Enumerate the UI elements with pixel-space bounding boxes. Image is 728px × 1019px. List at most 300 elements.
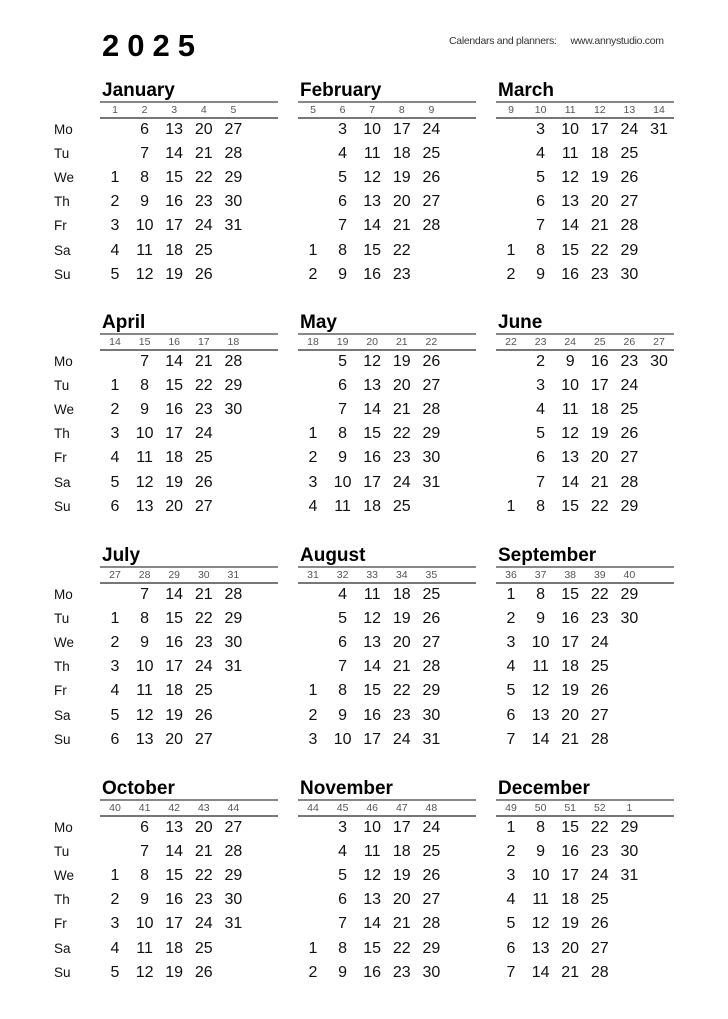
day-cell: 2 — [308, 963, 318, 981]
day-cell: 9 — [140, 193, 150, 211]
day-cell: 9 — [338, 449, 348, 467]
day-cell: 11 — [136, 449, 153, 467]
day-cell: 10 — [531, 867, 550, 885]
day-cell: 14 — [363, 217, 382, 235]
day-cell: 9 — [140, 634, 150, 652]
day-cell: 2 — [110, 401, 120, 419]
week-number: 19 — [336, 336, 349, 348]
day-cell: 11 — [363, 145, 381, 163]
day-cell: 22 — [392, 939, 411, 957]
day-cell: 2 — [308, 265, 318, 283]
day-cell: 12 — [561, 425, 580, 443]
day-cell: 30 — [650, 353, 668, 370]
day-cell: 19 — [561, 915, 580, 933]
day-cell: 2 — [506, 610, 516, 628]
day-cell: 3 — [110, 915, 120, 933]
day-cell: 15 — [363, 682, 382, 700]
day-cell: 31 — [224, 217, 243, 235]
day-cell: 4 — [110, 449, 120, 467]
day-cell: 21 — [590, 473, 609, 491]
day-cell: 30 — [224, 401, 243, 419]
day-cell: 4 — [506, 891, 516, 909]
day-cell: 15 — [561, 497, 580, 515]
day-cell: 23 — [392, 706, 411, 724]
day-cell: 23 — [194, 193, 213, 211]
day-cell: 19 — [561, 682, 580, 700]
day-cell: 25 — [620, 401, 639, 419]
day-cell: 22 — [392, 682, 411, 700]
week-number: 2 — [141, 104, 148, 116]
day-cell: 21 — [392, 401, 411, 419]
day-cell: 30 — [620, 610, 639, 628]
day-cell: 26 — [590, 915, 609, 933]
day-cell: 17 — [561, 867, 580, 885]
day-cell: 8 — [140, 377, 150, 395]
day-cell: 18 — [561, 658, 580, 676]
day-cell: 5 — [338, 169, 348, 187]
day-cell: 10 — [135, 658, 154, 676]
day-cell: 25 — [194, 939, 213, 957]
day-cell: 23 — [392, 265, 411, 283]
day-cell: 13 — [561, 449, 580, 467]
week-number: 14 — [653, 104, 665, 116]
day-cell: 30 — [224, 891, 243, 909]
week-number: 47 — [395, 802, 408, 814]
week-number: 17 — [197, 336, 210, 348]
day-cell: 21 — [194, 353, 213, 370]
week-number: 18 — [227, 336, 240, 348]
day-cell: 11 — [334, 497, 351, 515]
day-cell: 24 — [422, 121, 441, 138]
week-number: 28 — [138, 569, 151, 581]
day-cell: 16 — [561, 265, 580, 283]
day-cell: 17 — [363, 730, 382, 748]
day-cell: 11 — [136, 682, 153, 700]
week-number: 35 — [425, 569, 438, 581]
day-cell: 13 — [135, 497, 154, 515]
day-cell: 7 — [338, 217, 348, 235]
day-cell: 27 — [422, 891, 441, 909]
day-cell: 18 — [363, 497, 382, 515]
day-cell: 16 — [165, 193, 184, 211]
day-cell: 6 — [338, 377, 348, 395]
day-cell: 11 — [532, 658, 549, 676]
day-cell: 20 — [392, 193, 411, 211]
day-cell: 15 — [165, 169, 184, 187]
day-cell: 8 — [536, 819, 546, 836]
day-cell: 11 — [136, 939, 153, 957]
day-cell: 6 — [506, 939, 516, 957]
day-cell: 2 — [536, 353, 546, 370]
credit-url[interactable]: www.annystudio.com — [570, 35, 664, 47]
day-cell: 14 — [531, 730, 550, 748]
day-cell: 10 — [561, 377, 580, 395]
day-cell: 22 — [392, 425, 411, 443]
day-cell: 3 — [110, 658, 120, 676]
day-cell: 12 — [135, 963, 154, 981]
month-title: March — [498, 80, 554, 101]
month-title: July — [102, 545, 141, 566]
day-cell: 6 — [110, 497, 120, 515]
day-cell: 8 — [536, 586, 546, 603]
day-cell: 17 — [590, 377, 609, 395]
day-cell: 16 — [363, 963, 382, 981]
credit-text — [449, 35, 664, 47]
day-cell: 29 — [422, 939, 441, 957]
day-cell: 11 — [136, 241, 153, 259]
week-number: 20 — [366, 336, 379, 348]
day-cell: 29 — [620, 497, 639, 515]
day-cell: 4 — [506, 658, 516, 676]
day-cell: 27 — [590, 706, 609, 724]
day-cell: 5 — [338, 353, 348, 370]
day-cell: 22 — [194, 610, 213, 628]
day-cell: 30 — [620, 843, 639, 861]
day-cell: 9 — [536, 843, 546, 861]
day-cell: 28 — [224, 353, 243, 370]
day-cell: 31 — [422, 473, 441, 491]
year-title: 2025 — [102, 28, 203, 63]
day-cell: 25 — [590, 658, 609, 676]
weekday-label: Th — [54, 194, 70, 210]
day-cell: 1 — [506, 241, 516, 259]
day-cell: 30 — [620, 265, 639, 283]
day-cell: 11 — [532, 891, 549, 909]
day-cell: 25 — [422, 843, 441, 861]
day-cell: 31 — [224, 658, 243, 676]
day-cell: 14 — [165, 586, 184, 603]
day-cell: 11 — [561, 401, 579, 419]
day-cell: 18 — [165, 939, 184, 957]
week-number: 15 — [138, 336, 151, 348]
day-cell: 1 — [110, 610, 120, 628]
day-cell: 29 — [620, 241, 639, 259]
day-cell: 10 — [135, 217, 154, 235]
day-cell: 3 — [536, 121, 546, 138]
day-cell: 28 — [224, 586, 243, 603]
weekday-label: Mo — [54, 820, 73, 835]
week-number: 43 — [197, 802, 210, 814]
day-cell: 21 — [590, 217, 609, 235]
day-cell: 20 — [194, 121, 213, 138]
week-number: 1 — [626, 802, 633, 814]
day-cell: 13 — [135, 730, 154, 748]
day-cell: 5 — [536, 169, 546, 187]
month-title: December — [498, 778, 590, 799]
week-number: 6 — [339, 104, 346, 116]
day-cell: 19 — [165, 706, 184, 724]
day-cell: 21 — [561, 963, 580, 981]
day-cell: 22 — [590, 241, 609, 259]
weekday-label: Fr — [54, 916, 67, 932]
week-number: 50 — [534, 802, 547, 814]
day-cell: 15 — [165, 867, 184, 885]
day-cell: 15 — [363, 241, 382, 259]
day-cell: 5 — [536, 425, 546, 443]
day-cell: 15 — [561, 241, 580, 259]
weekday-label: Tu — [54, 844, 70, 860]
day-cell: 12 — [135, 473, 154, 491]
day-cell: 7 — [536, 473, 546, 491]
day-cell: 1 — [308, 241, 318, 259]
month-title: September — [498, 545, 597, 566]
day-cell: 6 — [338, 891, 348, 909]
week-number: 46 — [366, 802, 379, 814]
month-title: May — [300, 312, 337, 333]
day-cell: 2 — [506, 265, 516, 283]
day-cell: 15 — [363, 425, 382, 443]
day-cell: 25 — [422, 145, 441, 163]
month-title: August — [300, 545, 366, 566]
day-cell: 4 — [338, 843, 348, 861]
week-number: 36 — [505, 569, 517, 581]
day-cell: 14 — [363, 658, 382, 676]
day-cell: 10 — [135, 425, 154, 443]
day-cell: 19 — [590, 425, 609, 443]
day-cell: 12 — [561, 169, 580, 187]
week-number: 39 — [593, 569, 606, 581]
day-cell: 27 — [590, 939, 609, 957]
day-cell: 16 — [561, 610, 580, 628]
day-cell: 23 — [392, 449, 411, 467]
day-cell: 15 — [165, 377, 184, 395]
day-cell: 7 — [338, 401, 348, 419]
day-cell: 29 — [224, 377, 243, 395]
day-cell: 25 — [194, 682, 213, 700]
week-number: 18 — [307, 336, 319, 348]
day-cell: 26 — [422, 610, 441, 628]
day-cell: 10 — [135, 915, 154, 933]
day-cell: 18 — [590, 145, 609, 163]
day-cell: 12 — [135, 265, 154, 283]
day-cell: 6 — [338, 634, 348, 652]
day-cell: 12 — [363, 169, 382, 187]
weekday-label: Mo — [54, 587, 73, 602]
week-number: 52 — [593, 802, 606, 814]
day-cell: 17 — [165, 915, 184, 933]
day-cell: 8 — [338, 425, 348, 443]
day-cell: 5 — [338, 610, 348, 628]
day-cell: 24 — [620, 121, 639, 138]
day-cell: 22 — [590, 819, 609, 836]
day-cell: 12 — [363, 867, 382, 885]
day-cell: 26 — [194, 963, 213, 981]
day-cell: 24 — [392, 730, 411, 748]
day-cell: 25 — [620, 145, 639, 163]
day-cell: 18 — [392, 145, 411, 163]
weekday-label: We — [54, 170, 75, 186]
day-cell: 11 — [561, 145, 579, 163]
day-cell: 31 — [620, 867, 639, 885]
day-cell: 26 — [590, 682, 609, 700]
week-number: 33 — [366, 569, 379, 581]
day-cell: 9 — [338, 963, 348, 981]
day-cell: 8 — [536, 241, 546, 259]
day-cell: 28 — [590, 730, 609, 748]
day-cell: 18 — [590, 401, 609, 419]
day-cell: 13 — [165, 819, 184, 836]
day-cell: 5 — [506, 682, 516, 700]
month-title: June — [498, 312, 543, 333]
day-cell: 1 — [506, 497, 516, 515]
day-cell: 22 — [194, 867, 213, 885]
day-cell: 27 — [422, 193, 441, 211]
weekday-label: We — [54, 402, 75, 418]
month-title: April — [102, 312, 146, 333]
day-cell: 27 — [620, 449, 639, 467]
day-cell: 16 — [363, 265, 382, 283]
day-cell: 12 — [363, 353, 382, 370]
day-cell: 7 — [140, 586, 150, 603]
day-cell: 27 — [422, 377, 441, 395]
week-number: 13 — [623, 104, 636, 116]
day-cell: 16 — [165, 401, 184, 419]
week-number: 37 — [534, 569, 547, 581]
day-cell: 25 — [194, 241, 213, 259]
day-cell: 24 — [194, 425, 213, 443]
day-cell: 28 — [590, 963, 609, 981]
day-cell: 10 — [531, 634, 550, 652]
day-cell: 23 — [194, 634, 213, 652]
day-cell: 1 — [110, 377, 120, 395]
week-number: 12 — [593, 104, 606, 116]
day-cell: 1 — [308, 939, 318, 957]
day-cell: 6 — [338, 193, 348, 211]
day-cell: 4 — [338, 145, 348, 163]
day-cell: 7 — [506, 730, 516, 748]
day-cell: 1 — [506, 586, 516, 603]
day-cell: 12 — [135, 706, 154, 724]
day-cell: 20 — [392, 634, 411, 652]
weekday-label: Sa — [54, 242, 71, 258]
day-cell: 18 — [165, 449, 184, 467]
weekday-label: We — [54, 635, 75, 651]
week-number: 30 — [197, 569, 210, 581]
day-cell: 22 — [194, 169, 213, 187]
weekday-label: Th — [54, 892, 70, 908]
week-number: 9 — [428, 104, 435, 116]
day-cell: 13 — [561, 193, 580, 211]
weekday-label: Su — [54, 964, 71, 980]
day-cell: 21 — [194, 586, 213, 603]
day-cell: 27 — [224, 819, 243, 836]
day-cell: 6 — [110, 730, 120, 748]
day-cell: 24 — [194, 217, 213, 235]
week-number: 32 — [336, 569, 349, 581]
day-cell: 30 — [224, 634, 243, 652]
day-cell: 17 — [363, 473, 382, 491]
month-title: November — [300, 778, 393, 799]
day-cell: 28 — [224, 145, 243, 163]
day-cell: 9 — [338, 265, 348, 283]
day-cell: 7 — [140, 843, 150, 861]
day-cell: 20 — [194, 819, 213, 836]
day-cell: 30 — [422, 449, 441, 467]
day-cell: 30 — [422, 963, 441, 981]
day-cell: 4 — [110, 682, 120, 700]
day-cell: 13 — [363, 377, 382, 395]
day-cell: 7 — [536, 217, 546, 235]
day-cell: 20 — [392, 377, 411, 395]
day-cell: 5 — [110, 963, 120, 981]
day-cell: 30 — [224, 193, 243, 211]
day-cell: 23 — [620, 353, 639, 370]
day-cell: 20 — [165, 730, 184, 748]
day-cell: 10 — [363, 819, 382, 836]
day-cell: 30 — [422, 706, 441, 724]
day-cell: 12 — [531, 682, 550, 700]
week-number: 27 — [653, 336, 665, 348]
day-cell: 26 — [194, 473, 213, 491]
day-cell: 17 — [590, 121, 609, 138]
day-cell: 25 — [392, 497, 411, 515]
day-cell: 21 — [392, 217, 411, 235]
day-cell: 1 — [308, 425, 318, 443]
day-cell: 10 — [561, 121, 580, 138]
week-number: 34 — [395, 569, 408, 581]
day-cell: 22 — [590, 497, 609, 515]
week-number: 9 — [508, 104, 514, 116]
day-cell: 1 — [110, 867, 120, 885]
day-cell: 26 — [422, 867, 441, 885]
day-cell: 13 — [363, 634, 382, 652]
day-cell: 18 — [165, 241, 184, 259]
day-cell: 5 — [110, 473, 120, 491]
day-cell: 7 — [338, 915, 348, 933]
day-cell: 21 — [194, 843, 213, 861]
day-cell: 2 — [110, 891, 120, 909]
day-cell: 24 — [422, 819, 441, 836]
day-cell: 24 — [392, 473, 411, 491]
day-cell: 15 — [561, 586, 580, 603]
day-cell: 2 — [308, 706, 318, 724]
day-cell: 15 — [561, 819, 580, 836]
day-cell: 17 — [392, 121, 411, 138]
day-cell: 9 — [536, 265, 546, 283]
day-cell: 24 — [194, 658, 213, 676]
day-cell: 21 — [392, 658, 411, 676]
week-number: 31 — [307, 569, 319, 581]
day-cell: 23 — [194, 401, 213, 419]
week-number: 27 — [109, 569, 121, 581]
day-cell: 2 — [308, 449, 318, 467]
month-title: January — [102, 80, 175, 101]
weekday-label: Sa — [54, 940, 71, 956]
day-cell: 13 — [363, 891, 382, 909]
week-number: 11 — [564, 104, 576, 116]
weekday-label: Tu — [54, 146, 70, 162]
day-cell: 29 — [422, 682, 441, 700]
day-cell: 20 — [165, 497, 184, 515]
weekday-label: Th — [54, 659, 70, 675]
day-cell: 3 — [506, 634, 516, 652]
day-cell: 29 — [422, 425, 441, 443]
day-cell: 23 — [392, 963, 411, 981]
day-cell: 4 — [536, 145, 546, 163]
day-cell: 13 — [165, 121, 184, 138]
week-number: 49 — [505, 802, 517, 814]
weekday-label: Su — [54, 266, 71, 282]
day-cell: 10 — [363, 121, 382, 138]
week-number: 29 — [168, 569, 181, 581]
day-cell: 14 — [165, 145, 184, 163]
day-cell: 26 — [620, 425, 639, 443]
weekday-label: We — [54, 868, 75, 884]
day-cell: 8 — [338, 241, 348, 259]
day-cell: 6 — [140, 819, 150, 836]
day-cell: 29 — [620, 586, 639, 603]
day-cell: 18 — [561, 891, 580, 909]
